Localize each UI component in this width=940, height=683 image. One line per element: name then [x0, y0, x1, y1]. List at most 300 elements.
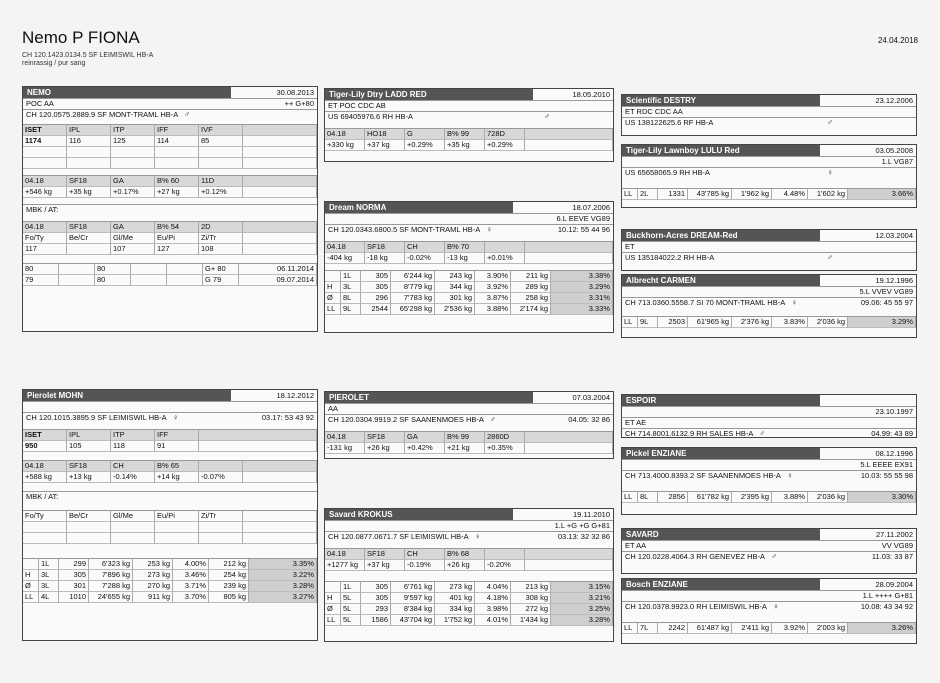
- cell: B% 68: [445, 549, 485, 560]
- cell: +546 kg: [23, 187, 67, 198]
- classification: 5.L VVEV VG89: [859, 287, 913, 296]
- cell: G 79: [203, 275, 239, 286]
- lact-cell: 2'174 kg: [511, 304, 551, 315]
- lact-cell: 805 kg: [209, 592, 249, 603]
- cell: B% 99: [445, 129, 485, 140]
- cell: SF18: [365, 549, 405, 560]
- cell: 3.66%: [848, 189, 916, 200]
- cell: IPL: [67, 430, 111, 441]
- lact-cell: 1L: [341, 271, 361, 282]
- cell: -0.14%: [111, 472, 155, 483]
- cell: -404 kg: [325, 253, 365, 264]
- cell: ISET: [23, 430, 67, 441]
- cell: GA: [405, 432, 445, 443]
- lact-cell: 1L: [341, 582, 361, 593]
- id-line: CH 120.0575.2889.9 SF MONT-TRAML HB-A: [26, 110, 179, 119]
- cell: 2'036 kg: [808, 317, 848, 328]
- cell: 3.88%: [772, 492, 808, 503]
- lact-cell: 4.18%: [475, 593, 511, 604]
- lact-cell: 239 kg: [209, 581, 249, 592]
- card-name: PIEROLET: [325, 392, 533, 403]
- male-icon: ♂: [184, 110, 191, 119]
- card-carmen: [621, 274, 917, 338]
- cell: +37 kg: [365, 140, 405, 151]
- cell: 125: [111, 136, 155, 147]
- cell: 7L: [638, 623, 658, 634]
- cell: SF18: [365, 432, 405, 443]
- cell: Fo/Ty: [23, 233, 67, 244]
- id-line: CH 713.4000.8393.2 SF SAANENMOES HB-A: [625, 471, 781, 480]
- lact-cell: 3L: [39, 581, 59, 592]
- lact-cell: 7'783 kg: [391, 293, 435, 304]
- time: 03.13: 32 32 86: [557, 532, 610, 541]
- lact-cell: 3.87%: [475, 293, 511, 304]
- id-line: US 69405976.6 RH HB-A: [328, 112, 414, 121]
- male-icon: ♂: [489, 415, 496, 424]
- cell: 2'395 kg: [732, 492, 772, 503]
- cell: 80: [95, 264, 131, 275]
- card-name: NEMO: [23, 87, 231, 98]
- classification: VV VG89: [881, 541, 913, 550]
- cell: Eu/Pi: [155, 511, 199, 522]
- card-date: 18.12.2012: [276, 391, 314, 400]
- cell: ISET: [23, 125, 67, 136]
- card-date: 28.09.2004: [875, 580, 913, 589]
- cell: 04.18: [23, 176, 67, 187]
- cell: SF18: [67, 222, 111, 233]
- lact-cell: 3.28%: [551, 615, 613, 626]
- cell: B% 65: [155, 461, 199, 472]
- lact-cell: 254 kg: [209, 570, 249, 581]
- lact-cell: Ø: [325, 604, 341, 615]
- lact-cell: 3L: [341, 282, 361, 293]
- cell: 61'487 kg: [688, 623, 732, 634]
- lact-cell: 344 kg: [435, 282, 475, 293]
- card-tigerlily: [324, 88, 614, 162]
- cell: Gl/Me: [111, 233, 155, 244]
- male-icon: ♂: [759, 429, 766, 438]
- cell: 2L: [638, 189, 658, 200]
- lact-cell: Ø: [325, 293, 341, 304]
- id-line: CH 120.1015.3895.9 SF LEIMISWIL HB-A: [26, 413, 167, 422]
- lact-cell: 308 kg: [511, 593, 551, 604]
- poc: ET AE: [625, 418, 647, 427]
- lact-cell: 5L: [341, 593, 361, 604]
- cell: 09.07.2014: [239, 275, 317, 286]
- lact-cell: 24'655 kg: [89, 592, 133, 603]
- cell: B% 60: [155, 176, 199, 187]
- lact-cell: [325, 582, 341, 593]
- cell: 2'036 kg: [808, 492, 848, 503]
- card-name: Tiger-Lily Dtry LADD RED: [325, 89, 533, 100]
- cell: 79: [23, 275, 59, 286]
- poc: ET POC CDC AB: [328, 101, 386, 110]
- cell: [59, 275, 95, 286]
- cell: SF18: [67, 461, 111, 472]
- lact-cell: 3.71%: [173, 581, 209, 592]
- lact-cell: 911 kg: [133, 592, 173, 603]
- lact-cell: 4.01%: [475, 615, 511, 626]
- cell: [67, 244, 111, 255]
- cell: 950: [23, 441, 67, 452]
- poc: POC AA: [26, 99, 54, 108]
- lact-cell: 4.00%: [173, 559, 209, 570]
- cell: 2242: [658, 623, 688, 634]
- cell: -13 kg: [445, 253, 485, 264]
- lact-cell: 2'536 kg: [435, 304, 475, 315]
- female-icon: ♀: [772, 602, 779, 611]
- cell: +588 kg: [23, 472, 67, 483]
- card-krokus: [324, 508, 614, 642]
- classification: 6.L EEVE VG89: [556, 214, 610, 223]
- cell: ITP: [111, 430, 155, 441]
- cell: G+ 80: [203, 264, 239, 275]
- lact-cell: 293: [361, 604, 391, 615]
- time: 04.05: 32 86: [568, 415, 610, 424]
- female-icon: ♀: [172, 413, 179, 422]
- lact-cell: 272 kg: [511, 604, 551, 615]
- cell: Gl/Me: [111, 511, 155, 522]
- card-name: Pickel ENZIANE: [622, 448, 820, 459]
- cell: 9L: [638, 317, 658, 328]
- male-icon: ♂: [827, 118, 833, 127]
- lact-cell: 3L: [39, 570, 59, 581]
- lact-cell: 5L: [341, 615, 361, 626]
- card-espoir: [621, 394, 917, 438]
- cell: 1'962 kg: [732, 189, 772, 200]
- cell: 1'602 kg: [808, 189, 848, 200]
- card-date: 18.05.2010: [572, 90, 610, 99]
- male-icon: ♂: [827, 253, 833, 262]
- cell: IPL: [67, 125, 111, 136]
- cell: SF18: [365, 242, 405, 253]
- cell: 80: [23, 264, 59, 275]
- lact-cell: 1'752 kg: [435, 615, 475, 626]
- card-date: 23.10.1997: [875, 407, 913, 416]
- lact-cell: 3.22%: [249, 570, 317, 581]
- cell: 61'782 kg: [688, 492, 732, 503]
- cell: 2503: [658, 317, 688, 328]
- id-line: CH 713.0360.5558.7 SI 70 MONT-TRAML HB-A: [625, 298, 786, 307]
- cell: G: [405, 129, 445, 140]
- cell: 91: [155, 441, 199, 452]
- lact-cell: [325, 271, 341, 282]
- cell: GA: [111, 176, 155, 187]
- lact-cell: 43'704 kg: [391, 615, 435, 626]
- cell: B% 70: [445, 242, 485, 253]
- card-enziane2: [621, 578, 917, 644]
- lact-cell: 6'244 kg: [391, 271, 435, 282]
- time: 10.08: 43 34 92: [860, 602, 913, 611]
- lact-cell: H: [325, 593, 341, 604]
- cell: 61'965 kg: [688, 317, 732, 328]
- card-destry: [621, 94, 917, 136]
- id-line: US 65658065.9 RH HB-A: [625, 168, 711, 177]
- card-dream: [621, 229, 917, 271]
- lact-cell: 6'323 kg: [89, 559, 133, 570]
- female-icon: ♀: [486, 225, 493, 234]
- cell: 04.18: [325, 432, 365, 443]
- lact-cell: H: [325, 282, 341, 293]
- cell: 2'411 kg: [732, 623, 772, 634]
- cell: +26 kg: [365, 443, 405, 454]
- classification: 1.L +G +G G+81: [554, 521, 610, 530]
- card-date: 18.07.2006: [572, 203, 610, 212]
- cell: SF18: [67, 176, 111, 187]
- cell: 4.48%: [772, 189, 808, 200]
- mbk-label: MBK / AT:: [26, 205, 59, 214]
- lact-cell: 211 kg: [511, 271, 551, 282]
- classification: 1.L ++++ G+81: [862, 591, 913, 600]
- time: 10.03: 55 55 98: [860, 471, 913, 480]
- cell: 107: [111, 244, 155, 255]
- card-name: SAVARD: [622, 529, 820, 540]
- lact-cell: Ø: [23, 581, 39, 592]
- lact-cell: 3.21%: [551, 593, 613, 604]
- cell: 2860D: [485, 432, 525, 443]
- cell: 105: [67, 441, 111, 452]
- lact-cell: 273 kg: [133, 570, 173, 581]
- cell: 11D: [199, 176, 243, 187]
- cell: B% 54: [155, 222, 199, 233]
- cell: +0.35%: [485, 443, 525, 454]
- lact-cell: 4.04%: [475, 582, 511, 593]
- cell: 3.30%: [848, 492, 916, 503]
- card-pierolet: [324, 391, 614, 459]
- lact-cell: 4L: [39, 592, 59, 603]
- lact-cell: 3.46%: [173, 570, 209, 581]
- cell: 728D: [485, 129, 525, 140]
- card-date: 30.08.2013: [276, 88, 314, 97]
- lact-cell: 401 kg: [435, 593, 475, 604]
- cell: 04.18: [325, 242, 365, 253]
- cell: 2'003 kg: [808, 623, 848, 634]
- lact-cell: 289 kg: [511, 282, 551, 293]
- lact-cell: 305: [361, 582, 391, 593]
- cell: +27 kg: [155, 187, 199, 198]
- lact-cell: 305: [361, 271, 391, 282]
- id-line: US 135184022.2 RH HB-A: [625, 253, 715, 262]
- page-title: Nemo P FIONA: [22, 28, 140, 47]
- card-name: Scientific DESTRY: [622, 95, 820, 106]
- card-name: Bosch ENZIANE: [622, 579, 820, 590]
- cell: 118: [111, 441, 155, 452]
- card-norma: [324, 201, 614, 333]
- lact-cell: 3.98%: [475, 604, 511, 615]
- cell: +330 kg: [325, 140, 365, 151]
- cell: B% 99: [445, 432, 485, 443]
- breed-label: reinrassig / pur sang: [22, 60, 86, 67]
- cell: 04.18: [325, 549, 365, 560]
- cell: +0.01%: [485, 253, 525, 264]
- lact-cell: 8'384 kg: [391, 604, 435, 615]
- cell: 3.29%: [848, 317, 916, 328]
- lact-cell: 212 kg: [209, 559, 249, 570]
- lact-cell: [23, 559, 39, 570]
- card-name: Buckhorn-Acres DREAM-Red: [622, 230, 820, 241]
- cell: 2D: [199, 222, 243, 233]
- cell: 117: [23, 244, 67, 255]
- card-date: 19.11.2010: [573, 510, 610, 519]
- lact-cell: 3.92%: [475, 282, 511, 293]
- id-line: CH 120.0343.6800.5 SF MONT-TRAML HB-A: [328, 225, 481, 234]
- lact-cell: 3.31%: [551, 293, 613, 304]
- cell: Zi/Tr: [199, 511, 243, 522]
- lact-cell: 9L: [341, 304, 361, 315]
- lact-cell: 8L: [341, 293, 361, 304]
- id-line: CH 120.0378.9923.0 RH LEIMISWIL HB-A: [625, 602, 767, 611]
- cell: +0.17%: [111, 187, 155, 198]
- card-date: 03.05.2008: [875, 146, 913, 155]
- lact-cell: 9'597 kg: [391, 593, 435, 604]
- card-date: 08.12.1996: [875, 449, 913, 458]
- cell: 2'376 kg: [732, 317, 772, 328]
- lact-cell: 1L: [39, 559, 59, 570]
- animal-id: CH 120.1423.0134.5 SF LEIMISWIL HB-A: [22, 52, 154, 59]
- cell: -0.19%: [405, 560, 445, 571]
- cell: +0.12%: [199, 187, 243, 198]
- lact-cell: 7'896 kg: [89, 570, 133, 581]
- card-name: Pierolet MOHN: [23, 390, 231, 401]
- female-icon: ♀: [474, 532, 481, 541]
- lact-cell: 3.28%: [249, 581, 317, 592]
- cell: +35 kg: [67, 187, 111, 198]
- lact-cell: 3.88%: [475, 304, 511, 315]
- lact-cell: 3.29%: [551, 282, 613, 293]
- card-nemo: [22, 86, 318, 332]
- lact-cell: 7'288 kg: [89, 581, 133, 592]
- lact-cell: 305: [361, 282, 391, 293]
- lact-cell: 258 kg: [511, 293, 551, 304]
- cell: LL: [622, 189, 638, 200]
- cell: LL: [622, 623, 638, 634]
- cell: LL: [622, 492, 638, 503]
- lact-cell: 8'779 kg: [391, 282, 435, 293]
- lact-cell: 273 kg: [435, 582, 475, 593]
- cell: +37 kg: [365, 560, 405, 571]
- cell: 116: [67, 136, 111, 147]
- cell: 04.18: [23, 222, 67, 233]
- poc: ET: [625, 242, 635, 251]
- card-name: Dream NORMA: [325, 202, 513, 213]
- id-line: CH 120.0304.9919.2 SF SAANENMOES HB-A: [328, 415, 484, 424]
- lact-cell: 6'761 kg: [391, 582, 435, 593]
- cell: Eu/Pi: [155, 233, 199, 244]
- card-name: Albrecht CARMEN: [622, 275, 820, 286]
- card-enziane1: [621, 447, 917, 515]
- card-name: Tiger-Lily Lawnboy LULU Red: [622, 145, 820, 156]
- cell: 8L: [638, 492, 658, 503]
- id-line: CH 120.0228.4064.3 RH GENEVEZ HB-A: [625, 552, 766, 561]
- cell: 04.18: [23, 461, 67, 472]
- cell: 3.92%: [772, 623, 808, 634]
- lact-cell: 301 kg: [435, 293, 475, 304]
- cell: +14 kg: [155, 472, 199, 483]
- cell: 2856: [658, 492, 688, 503]
- cell: HO18: [365, 129, 405, 140]
- lact-cell: 3.35%: [249, 559, 317, 570]
- time: 03.17: 53 43 92: [261, 413, 314, 422]
- lact-cell: 270 kg: [133, 581, 173, 592]
- cell: 1174: [23, 136, 67, 147]
- id-line: CH 120.0877.0671.7 SF LEIMISWIL HB-A: [328, 532, 469, 541]
- lact-cell: 5L: [341, 604, 361, 615]
- classification: 1.L VG87: [881, 157, 913, 166]
- cell: 06.11.2014: [239, 264, 317, 275]
- lact-cell: LL: [325, 304, 341, 315]
- lact-cell: 3.25%: [551, 604, 613, 615]
- male-icon: ♂: [544, 112, 550, 121]
- card-date: 19.12.1996: [875, 276, 913, 285]
- cell: +21 kg: [445, 443, 485, 454]
- time: 10.12: 55 44 96: [557, 225, 610, 234]
- lact-cell: 1586: [361, 615, 391, 626]
- cell: ITP: [111, 125, 155, 136]
- time: 04.99: 43 89: [871, 429, 913, 438]
- cell: -0.07%: [199, 472, 243, 483]
- card-date: 27.11.2002: [876, 530, 913, 539]
- cell: -18 kg: [365, 253, 405, 264]
- female-icon: ♀: [791, 298, 798, 307]
- lact-cell: 3.15%: [551, 582, 613, 593]
- lact-cell: 3.33%: [551, 304, 613, 315]
- time: 11.03: 33 87: [871, 552, 913, 561]
- cell: Be/Cr: [67, 511, 111, 522]
- lact-cell: H: [23, 570, 39, 581]
- cell: LL: [622, 317, 638, 328]
- lact-cell: 2544: [361, 304, 391, 315]
- card-name: ESPOIR: [622, 395, 820, 406]
- lact-cell: 213 kg: [511, 582, 551, 593]
- lact-cell: LL: [325, 615, 341, 626]
- cell: 85: [199, 136, 243, 147]
- cell: +0.29%: [485, 140, 525, 151]
- cell: IFF: [155, 125, 199, 136]
- cell: +0.29%: [405, 140, 445, 151]
- cell: 43'785 kg: [688, 189, 732, 200]
- poc: ET RDC CDC AA: [625, 107, 683, 116]
- card-date: 12.03.2004: [875, 231, 913, 240]
- time: 09.06: 45 55 97: [860, 298, 913, 307]
- card-lawnboy: [621, 144, 917, 208]
- poc: AA: [328, 404, 339, 413]
- cell: CH: [111, 461, 155, 472]
- id-line: CH 714.8001.6132.9 RH SALES HB-A: [625, 429, 754, 438]
- cell: 80: [95, 275, 131, 286]
- cell: -0.02%: [405, 253, 445, 264]
- cell: GA: [111, 222, 155, 233]
- card-date: 07.03.2004: [572, 393, 610, 402]
- female-icon: ♀: [827, 168, 833, 177]
- print-date: 24.04.2018: [877, 36, 918, 45]
- id-line: US 138122625.6 RF HB-A: [625, 118, 714, 127]
- lact-cell: 305: [59, 570, 89, 581]
- cell: -0.20%: [485, 560, 525, 571]
- lact-cell: 3.90%: [475, 271, 511, 282]
- male-icon: ♂: [771, 552, 778, 561]
- lact-cell: 296: [361, 293, 391, 304]
- classification: ++ G+80: [284, 99, 314, 108]
- card-name: Savard KROKUS: [325, 509, 513, 520]
- lact-cell: 305: [361, 593, 391, 604]
- cell: 3.83%: [772, 317, 808, 328]
- lact-cell: 3.38%: [551, 271, 613, 282]
- cell: CH: [405, 549, 445, 560]
- cell: Be/Cr: [67, 233, 111, 244]
- lact-cell: 3.27%: [249, 592, 317, 603]
- female-icon: ♀: [786, 471, 793, 480]
- cell: +13 kg: [67, 472, 111, 483]
